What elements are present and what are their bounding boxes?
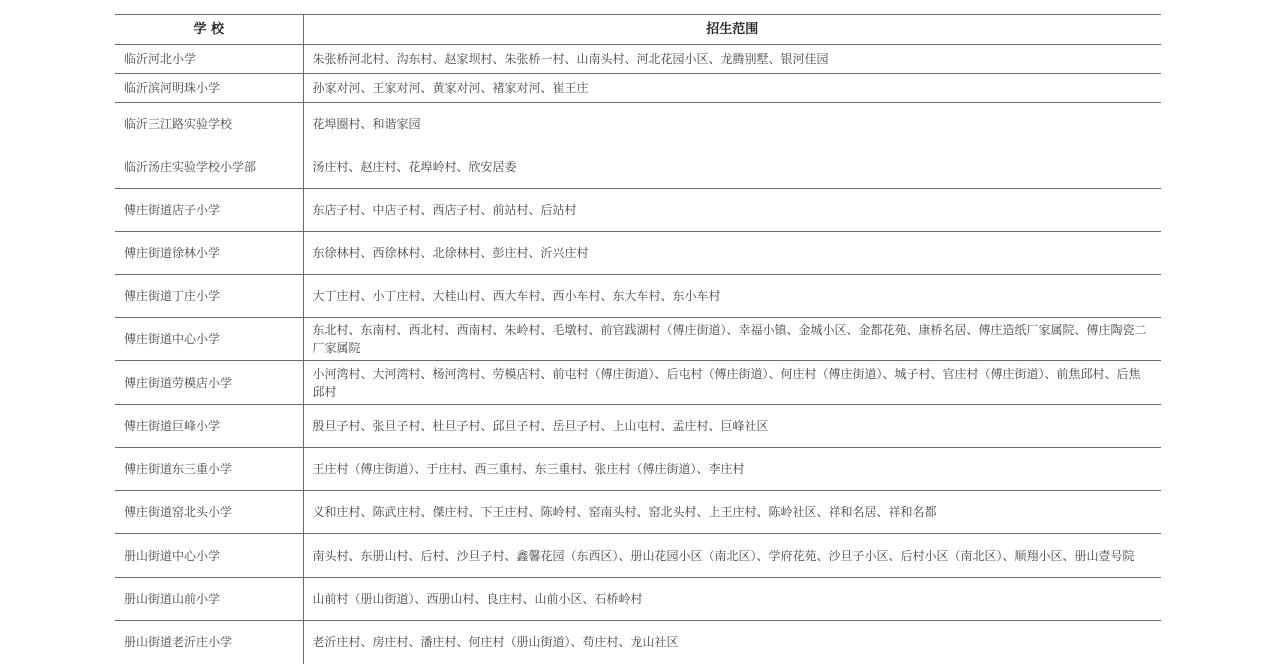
enrollment-area: 南头村、东册山村、后村、沙旦子村、鑫馨花园（东西区）、册山花园小区（南北区）、学府花苑、沙旦子小区、后村小区（南北区）、顺翔小区、册山壹号院: [303, 534, 1161, 578]
school-name: 册山街道山前小学: [115, 578, 303, 621]
enrollment-area: 义和庄村、陈武庄村、傑庄村、下王庄村、陈岭村、窑南头村、窑北头村、上王庄村、陈岭社区、祥和名居、祥和名都: [303, 491, 1161, 534]
school-name: 傅庄街道巨峰小学: [115, 405, 303, 448]
enrollment-area: 花埠圈村、和谐家园: [312, 117, 421, 132]
table-row: [115, 189, 1161, 232]
enrollment-area: 朱张桥河北村、沟东村、赵家坝村、朱张桥一村、山南头村、河北花园小区、龙腾别墅、银河佳园: [303, 45, 1161, 74]
school-name: 册山街道中心小学: [115, 534, 303, 578]
enrollment-area: 山前村（册山街道）、西册山村、良庄村、山前小区、石桥岭村: [303, 578, 1161, 621]
enrollment-area: 东北村、东南村、西北村、西南村、朱岭村、毛墩村、前官践湖村（傅庄街道）、幸福小镇、金城小区、金都花苑、康桥名居、傅庄造纸厂家属院、傅庄陶瓷二厂家属院: [303, 318, 1161, 361]
table-row: [115, 103, 1161, 146]
table-row: [115, 74, 1161, 103]
table-row: [115, 621, 1161, 664]
enrollment-area: 殷旦子村、张旦子村、杜旦子村、邱旦子村、岳旦子村、上山屯村、孟庄村、巨峰社区: [303, 405, 1161, 448]
school-name: 临沂三江路实验学校: [115, 103, 303, 146]
table-header-row: [115, 15, 1161, 45]
school-name: 册山街道老沂庄小学: [115, 621, 303, 664]
table-row: [115, 448, 1161, 491]
school-name: 临沂河北小学: [115, 45, 303, 74]
table-row: [115, 275, 1161, 318]
enrollment-table: [115, 14, 1161, 664]
enrollment-area: 老沂庄村、房庄村、潘庄村、何庄村（册山街道）、苟庄村、龙山社区: [312, 635, 679, 650]
school-name: 傅庄街道徐林小学: [115, 232, 303, 275]
table-row: [115, 405, 1161, 448]
school-name: 傅庄街道窑北头小学: [115, 491, 303, 534]
enrollment-area: 东徐林村、西徐林村、北徐林村、彭庄村、沂兴庄村: [303, 232, 1161, 275]
table-row: [115, 146, 1161, 189]
school-name: 傅庄街道劳模店小学: [115, 361, 303, 405]
table-row: [115, 361, 1161, 405]
school-name: 傅庄街道丁庄小学: [115, 275, 303, 318]
table-row: [115, 534, 1161, 578]
school-name: 傅庄街道中心小学: [115, 318, 303, 361]
enrollment-area: 东店子村、中店子村、西店子村、前站村、后站村: [303, 189, 1161, 232]
school-name: 傅庄街道店子小学: [115, 189, 303, 232]
header-school: 学 校: [115, 15, 303, 45]
enrollment-area: 汤庄村、赵庄村、花埠岭村、欣安居委: [303, 146, 1161, 189]
table-row: [115, 318, 1161, 361]
enrollment-area: 孙家对河、王家对河、黄家对河、褚家对河、崔王庄: [303, 74, 1161, 103]
table-row: [115, 45, 1161, 74]
header-area: 招生范围: [303, 15, 1161, 45]
table-row: [115, 578, 1161, 621]
school-name: 傅庄街道东三重小学: [115, 448, 303, 491]
enrollment-area: 小河湾村、大河湾村、杨河湾村、劳模店村、前屯村（傅庄街道）、后屯村（傅庄街道）、何庄村（傅庄街道）、城子村、官庄村（傅庄街道）、前焦邱村、后焦邱村: [303, 361, 1161, 405]
enrollment-area: 王庄村（傅庄街道）、于庄村、西三重村、东三重村、张庄村（傅庄街道）、李庄村: [303, 448, 1161, 491]
school-name: 临沂滨河明珠小学: [115, 74, 303, 103]
table-row: [115, 491, 1161, 534]
table-row: [115, 232, 1161, 275]
school-name: 临沂汤庄实验学校小学部: [115, 146, 303, 189]
enrollment-area: 大丁庄村、小丁庄村、大桂山村、西大车村、西小车村、东大车村、东小车村: [303, 275, 1161, 318]
